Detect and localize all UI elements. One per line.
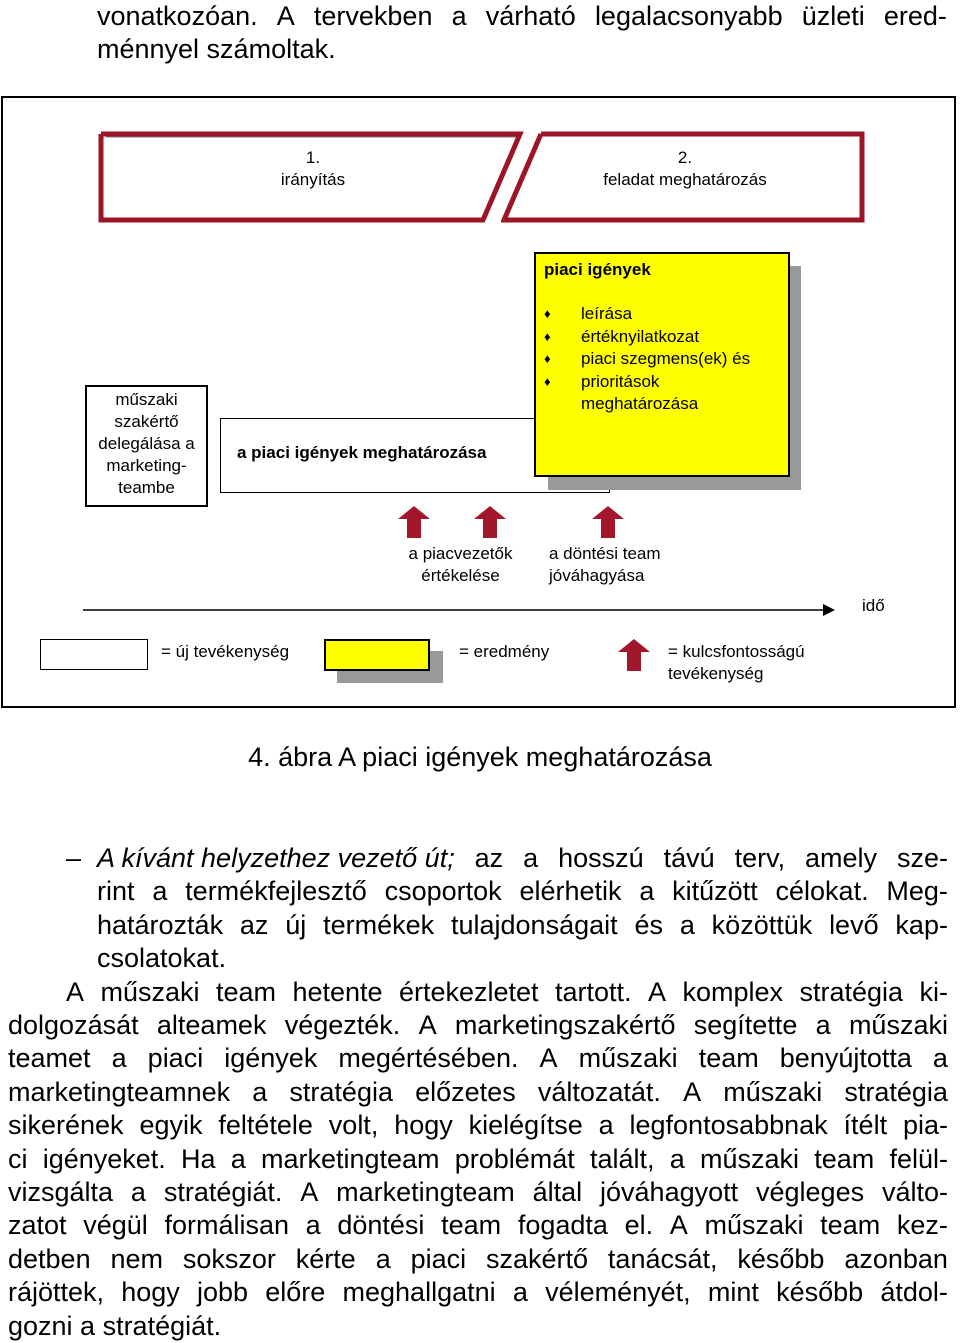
phase-2-label bbox=[501, 147, 869, 191]
word: jóváhagyott bbox=[600, 1177, 739, 1208]
word: megértésében. bbox=[338, 1043, 519, 1074]
text-line: 2. bbox=[677, 148, 693, 167]
text-line: marketing- bbox=[106, 456, 187, 475]
word: A bbox=[539, 1043, 558, 1074]
bullet-line-1 bbox=[97, 842, 948, 875]
key-activity-arrow-2 bbox=[473, 505, 507, 539]
intro-line-2: ménnyel számoltak. bbox=[97, 34, 336, 65]
text-line: műszaki bbox=[115, 390, 178, 409]
word: Ha bbox=[181, 1143, 216, 1174]
word: igényeket. bbox=[42, 1143, 166, 1174]
result-item-text: leírása bbox=[581, 304, 633, 323]
word: a bbox=[375, 1243, 391, 1274]
paragraph-line-3 bbox=[8, 1042, 948, 1075]
word: pia- bbox=[902, 1110, 948, 1141]
word: kitűzött bbox=[672, 876, 758, 907]
paragraph-line-1 bbox=[8, 976, 948, 1009]
body-text bbox=[8, 842, 948, 1343]
paragraph-line-6 bbox=[8, 1143, 948, 1176]
word: A bbox=[66, 976, 85, 1007]
text-line: irányítás bbox=[280, 170, 346, 189]
text-line: értékelése bbox=[421, 566, 500, 585]
phase-1-chevron bbox=[98, 131, 528, 223]
word: a bbox=[932, 1043, 948, 1074]
word: team bbox=[441, 1210, 502, 1241]
diamond-bullet-icon: ♦ bbox=[544, 306, 551, 321]
word: legalacsonyabb bbox=[594, 1, 783, 31]
phase-1-label bbox=[98, 147, 528, 191]
word: válto- bbox=[881, 1177, 948, 1208]
bullet-last-line: csolatokat. bbox=[97, 943, 227, 974]
paragraph-line-2 bbox=[8, 1009, 948, 1042]
word: benyújtotta bbox=[779, 1043, 912, 1074]
legend-new-activity-label: = új tevékenység bbox=[161, 642, 290, 661]
word: a bbox=[679, 909, 695, 940]
word: tervekben bbox=[313, 1, 433, 31]
word: kap- bbox=[895, 909, 948, 940]
word: A bbox=[683, 1076, 702, 1107]
result-item bbox=[544, 303, 750, 326]
word: műszaki bbox=[848, 1010, 948, 1041]
word: A bbox=[300, 1177, 319, 1208]
result-item bbox=[544, 371, 750, 394]
word: a bbox=[130, 1177, 146, 1208]
word: később bbox=[737, 1243, 825, 1274]
word: stratégia bbox=[289, 1076, 393, 1107]
word: teamet bbox=[8, 1043, 91, 1074]
word: dolgozását bbox=[8, 1010, 139, 1041]
word: tartott. bbox=[555, 976, 632, 1007]
word: a bbox=[598, 1110, 614, 1141]
legend-result-label: = eredmény bbox=[459, 642, 550, 661]
legend-result-swatch bbox=[324, 639, 430, 671]
word: egyik bbox=[139, 1110, 203, 1141]
word: a bbox=[669, 1143, 685, 1174]
word: ered- bbox=[883, 1, 947, 31]
word: műszaki bbox=[704, 1210, 804, 1241]
word: stratégiát. bbox=[163, 1177, 283, 1208]
word: a bbox=[252, 1076, 268, 1107]
word: segítette bbox=[693, 1010, 798, 1041]
word: stratégia bbox=[844, 1076, 948, 1107]
result-item-text: prioritások bbox=[581, 371, 660, 391]
word: határozták bbox=[97, 909, 224, 940]
word: a bbox=[305, 1210, 321, 1241]
word: talált, bbox=[590, 1143, 655, 1174]
word: sikerének bbox=[8, 1110, 124, 1141]
word: a bbox=[152, 876, 168, 907]
result-item bbox=[544, 393, 750, 416]
word: végleges bbox=[756, 1177, 865, 1208]
word: rájöttek, bbox=[8, 1277, 105, 1308]
word: később bbox=[776, 1277, 864, 1308]
word: sokszor bbox=[182, 1243, 276, 1274]
word: új bbox=[285, 909, 307, 940]
activity-label: a piaci igények meghatározása bbox=[237, 443, 487, 462]
result-item-text: piaci szegmens(ek) és bbox=[581, 349, 751, 368]
intro-text bbox=[97, 0, 947, 67]
text-line: = kulcsfontosságú bbox=[668, 642, 805, 661]
word: el. bbox=[624, 1210, 654, 1241]
text-line: teambe bbox=[118, 478, 175, 497]
word: komplex bbox=[682, 976, 784, 1007]
intro-line-1 bbox=[97, 0, 947, 33]
word: célokat. bbox=[775, 876, 869, 907]
paragraph-line-8 bbox=[8, 1209, 948, 1242]
delegation-box bbox=[85, 385, 208, 507]
word: változatát. bbox=[537, 1076, 661, 1107]
word: szakértő bbox=[486, 1243, 589, 1274]
word: A bbox=[669, 1210, 688, 1241]
paragraph-line-5 bbox=[8, 1109, 948, 1142]
word: végül bbox=[83, 1210, 148, 1241]
paragraph bbox=[8, 976, 948, 1310]
word: amely bbox=[805, 843, 878, 873]
word: jobb bbox=[197, 1277, 249, 1308]
bullet-dash: – bbox=[66, 843, 82, 873]
word: mint bbox=[707, 1277, 759, 1308]
word: vizsgálta bbox=[8, 1177, 114, 1208]
word: előre bbox=[265, 1277, 326, 1308]
result-title: piaci igények bbox=[544, 260, 651, 279]
result-box bbox=[534, 252, 790, 477]
word: a bbox=[230, 1143, 246, 1174]
word: tanácsát, bbox=[607, 1243, 718, 1274]
word: döntési bbox=[337, 1210, 425, 1241]
word: véleményét, bbox=[545, 1277, 691, 1308]
result-item bbox=[544, 348, 750, 371]
word: Meg- bbox=[886, 876, 948, 907]
word: sze- bbox=[896, 843, 948, 873]
word: hosszú bbox=[558, 843, 644, 873]
word: végezték. bbox=[284, 1010, 401, 1041]
diamond-bullet-icon: ♦ bbox=[544, 351, 551, 366]
word: stratégia bbox=[799, 976, 904, 1007]
word: és bbox=[634, 909, 663, 940]
word: A bbox=[276, 1, 295, 31]
word: legfontosabbnak bbox=[629, 1110, 828, 1141]
word: termékfejlesztő bbox=[185, 876, 367, 907]
word: tulajdonságait bbox=[450, 909, 618, 940]
milestone-1-label bbox=[393, 543, 528, 587]
word: marketingteam bbox=[260, 1143, 440, 1174]
bullet-line-2 bbox=[97, 875, 948, 908]
result-item-text: értéknyilatkozat bbox=[581, 326, 700, 346]
word: átdol- bbox=[880, 1277, 948, 1308]
word: felül- bbox=[889, 1143, 948, 1174]
legend-key-arrow bbox=[617, 638, 651, 672]
word: a bbox=[451, 1, 467, 31]
milestone-2-label bbox=[549, 543, 661, 587]
word: piaci bbox=[147, 1043, 204, 1074]
word: meghallgatni bbox=[342, 1277, 496, 1308]
word: közöttük bbox=[711, 909, 813, 940]
word: marketingteam bbox=[336, 1177, 515, 1208]
word: a bbox=[111, 1043, 127, 1074]
word: nem bbox=[110, 1243, 163, 1274]
word: igények bbox=[224, 1043, 318, 1074]
word: A bbox=[418, 1010, 437, 1041]
text-line: 1. bbox=[305, 148, 321, 167]
word: távú bbox=[663, 843, 715, 873]
text-line: delegálása a bbox=[98, 434, 195, 453]
word: volt, bbox=[328, 1110, 379, 1141]
word: műszaki bbox=[100, 976, 200, 1007]
word: kielégítse bbox=[468, 1110, 583, 1141]
word: team bbox=[698, 1043, 759, 1074]
word: a bbox=[639, 876, 655, 907]
figure-caption: 4. ábra A piaci igények meghatározása bbox=[248, 742, 712, 772]
word: a bbox=[815, 1010, 831, 1041]
word: műszaki bbox=[578, 1043, 678, 1074]
word: a bbox=[523, 843, 539, 873]
word: A bbox=[648, 976, 667, 1007]
word: team bbox=[814, 1143, 875, 1174]
result-item bbox=[544, 326, 750, 349]
word: problémát bbox=[454, 1143, 575, 1174]
word: üzleti bbox=[801, 1, 865, 31]
word: várható bbox=[485, 1, 576, 31]
text-line: a döntési team bbox=[549, 544, 661, 563]
word: az bbox=[239, 909, 269, 940]
word: hogy bbox=[121, 1277, 180, 1308]
legend-key-label bbox=[668, 641, 805, 685]
word: levő bbox=[829, 909, 879, 940]
word: terv, bbox=[734, 843, 786, 873]
word: detben bbox=[8, 1243, 91, 1274]
word: előzetes bbox=[415, 1076, 516, 1107]
paragraph-line-7 bbox=[8, 1176, 948, 1209]
result-item-text: meghatározása bbox=[581, 394, 699, 413]
word: ítélt bbox=[843, 1110, 888, 1141]
bullet-italic: A kívánt helyzethez vezető út; bbox=[97, 843, 455, 873]
result-items bbox=[544, 303, 750, 416]
legend-new-activity-swatch bbox=[40, 639, 148, 670]
word: team bbox=[215, 976, 276, 1007]
bullet-line-3 bbox=[97, 909, 948, 942]
word: team bbox=[820, 1210, 881, 1241]
word: zatot bbox=[8, 1210, 67, 1241]
key-activity-arrow-1 bbox=[397, 505, 431, 539]
paragraph-line-10 bbox=[8, 1276, 948, 1309]
word: feltétele bbox=[218, 1110, 313, 1141]
word: termékek bbox=[323, 909, 435, 940]
word: azonban bbox=[844, 1243, 948, 1274]
word: értekezletet bbox=[398, 976, 539, 1007]
word: kez- bbox=[896, 1210, 948, 1241]
word: ki- bbox=[919, 976, 948, 1007]
text-line: szakértő bbox=[114, 412, 179, 431]
word: hogy bbox=[394, 1110, 453, 1141]
bullet-item bbox=[8, 842, 948, 976]
diamond-bullet-icon: ♦ bbox=[544, 373, 551, 389]
key-activity-arrow-3 bbox=[591, 505, 625, 539]
figure-diagram bbox=[1, 96, 956, 708]
word: piaci bbox=[410, 1243, 467, 1274]
word: hetente bbox=[292, 976, 383, 1007]
word: a bbox=[512, 1277, 528, 1308]
phase-2-chevron bbox=[501, 131, 869, 223]
word: rint bbox=[97, 876, 135, 907]
time-label: idő bbox=[862, 596, 885, 615]
word: kérte bbox=[295, 1243, 356, 1274]
word: elérhetik bbox=[519, 876, 622, 907]
text-line: feladat meghatározás bbox=[603, 170, 767, 189]
time-axis bbox=[83, 603, 843, 617]
word: formálisan bbox=[164, 1210, 289, 1241]
word: marketingszakértő bbox=[454, 1010, 676, 1041]
text-line: a piacvezetők bbox=[408, 544, 513, 563]
text-line: jóváhagyása bbox=[549, 566, 645, 585]
word: vonatkozóan. bbox=[97, 1, 258, 31]
word: műszaki bbox=[700, 1143, 800, 1174]
word: ci bbox=[8, 1143, 28, 1174]
paragraph-line-9 bbox=[8, 1243, 948, 1276]
word: által bbox=[532, 1177, 583, 1208]
word: fogadta bbox=[517, 1210, 608, 1241]
text-line: tevékenység bbox=[668, 664, 764, 683]
word: az bbox=[474, 843, 504, 873]
diamond-bullet-icon: ♦ bbox=[544, 328, 551, 344]
paragraph-last-line: gozni a stratégiát. bbox=[8, 1310, 222, 1341]
word: csoportok bbox=[384, 876, 502, 907]
word: alteamek bbox=[156, 1010, 267, 1041]
paragraph-line-4 bbox=[8, 1076, 948, 1109]
word: marketingteamnek bbox=[8, 1076, 231, 1107]
word: műszaki bbox=[723, 1076, 823, 1107]
